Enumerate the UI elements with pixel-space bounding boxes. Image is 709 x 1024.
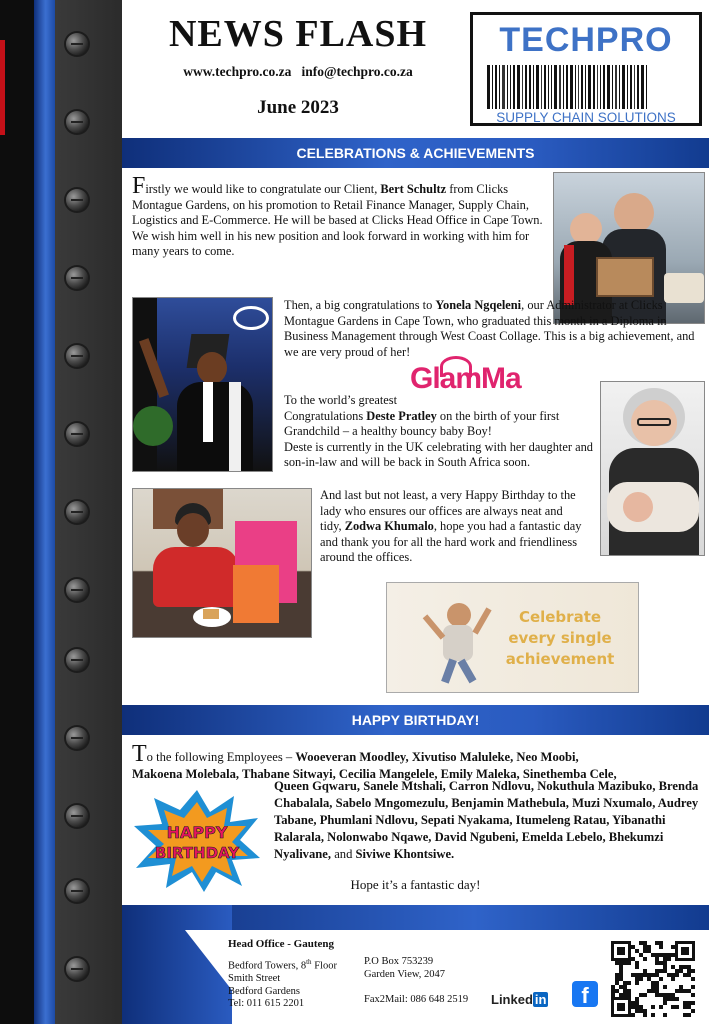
name-zodwa: Zodwa Khumalo [344, 519, 434, 534]
footer-phone: Tel: 011 615 2201 [228, 998, 305, 1009]
rivet-icon [66, 579, 88, 601]
drop-cap: T [132, 741, 147, 767]
facebook-icon[interactable]: f [572, 981, 598, 1007]
email-link[interactable]: info@techpro.co.za [301, 64, 413, 79]
paragraph-yonela: Then, a big congratulations to Yonela Ngqeleni, our Administrator at Clicks Montague Gardens in Cape Town, who graduated this month in a Diploma in Business Management through West Coast Collage. This is a big achievement, and we are very proud of her! [284, 298, 695, 359]
photo-yonela-graduation [132, 297, 273, 472]
celebrate-text: Celebrate every single achievement [505, 608, 615, 668]
section-header-celebrations: CELEBRATIONS & ACHIEVEMENTS [122, 138, 709, 168]
footer-office-title: Head Office - Gauteng [228, 938, 335, 950]
rivet-icon [66, 189, 88, 211]
footer-fax: Fax2Mail: 086 648 2519 [364, 994, 469, 1005]
paragraph-zodwa: And last but not least, a very Happy Birthday to the lady who ensures our offices are always neat and tidy, Zodwa Khumalo, hope you had a fantastic day and thank you for all the hard work and friendliness around the offices. [320, 488, 582, 565]
closing-line: Hope it’s a fantastic day! [350, 877, 481, 892]
contact-line [138, 64, 458, 80]
rivet-icon [66, 501, 88, 523]
rivet-icon [66, 727, 88, 749]
drop-cap: F [132, 173, 146, 199]
svg-text:HAPPY: HAPPY [166, 823, 228, 842]
page-title: NEWS FLASH [168, 13, 428, 55]
rivet-icon [66, 267, 88, 289]
linkedin-icon[interactable]: Linked in [491, 992, 547, 1007]
birthday-list-top: To the following Employees – Wooeveran Moodley, Xivutiso Maluleke, Neo Moobi, Makoena Molebala, Thabane Sitwayi, Cecilia Mangelele, Emily Maleka, Sinethemba Cele, [132, 741, 617, 781]
qr-code-icon[interactable] [611, 941, 695, 1017]
logo-tagline: SUPPLY CHAIN SOLUTIONS [496, 110, 676, 125]
binder-strip [0, 0, 122, 1024]
name-yonela: Yonela Ngqeleni [435, 298, 522, 312]
footer-address: Bedford Towers, 8th Floor Smith Street Bedford Gardens Tel: 011 615 2201 [228, 958, 337, 1009]
section-header-birthday: HAPPY BIRTHDAY! [122, 705, 709, 735]
name-deste: Deste Pratley [366, 408, 437, 423]
rivet-icon [66, 345, 88, 367]
rivet-icon [66, 423, 88, 445]
glamma-logo: GlamMa [410, 362, 521, 395]
website-link[interactable]: www.techpro.co.za [183, 64, 292, 79]
barcode-icon [487, 65, 683, 109]
photo-deste-grandchild [600, 381, 705, 556]
paragraph-deste: To the world’s greatest Congratulations Deste Pratley on the birth of your first Grandchild – a healthy bouncy baby Boy! Deste is currently in the UK celebrating with her daughter and son-in-law and will be back in South Africa soon. [284, 393, 593, 470]
rivet-icon [66, 649, 88, 671]
footer-pobox: P.O Box 753239 Garden View, 2047 [364, 956, 446, 980]
svg-text:BIRTHDAY: BIRTHDAY [154, 844, 240, 862]
photo-zodwa-birthday [132, 488, 312, 638]
issue-date: June 2023 [257, 97, 339, 118]
logo-name: TECHPRO [499, 21, 673, 59]
birthday-list-rest: Queen Gqwaru, Sanele Mtshali, Carron Ndlovu, Nokuthula Mazibuko, Brenda Chabalala, Sabelo Mngomezulu, Benjamin Mathebula, Muzi Nxumalo, Audrey Tabane, Phumlani Ndlovu, Sepati Nyakama, Itumeleng Ratau, Yibanathi Ralarala, Nolonwabo Nqawe, David Ngubeni, Emelda Lebelo, Bhekumzi Nyalivane, and Siviwe Khontsiwe. [274, 779, 699, 861]
techpro-logo [470, 12, 702, 126]
rivet-icon [66, 880, 88, 902]
rivet-icon [66, 958, 88, 980]
rivet-icon [66, 805, 88, 827]
rivet-icon [66, 33, 88, 55]
paragraph-bert: Firstly we would like to congratulate our Client, Bert Schultz from Clicks Montague Gardens, on his promotion to Retail Finance Manager, Supply Chain, Logistics and E-Commerce. He will be based at Clicks Head Office in Cape Town. We wish him well in his new position and look forward in working with him for many years to come. [132, 173, 543, 259]
name-bert: Bert Schultz [380, 182, 447, 196]
rivet-icon [66, 111, 88, 133]
celebrate-banner [386, 582, 639, 693]
